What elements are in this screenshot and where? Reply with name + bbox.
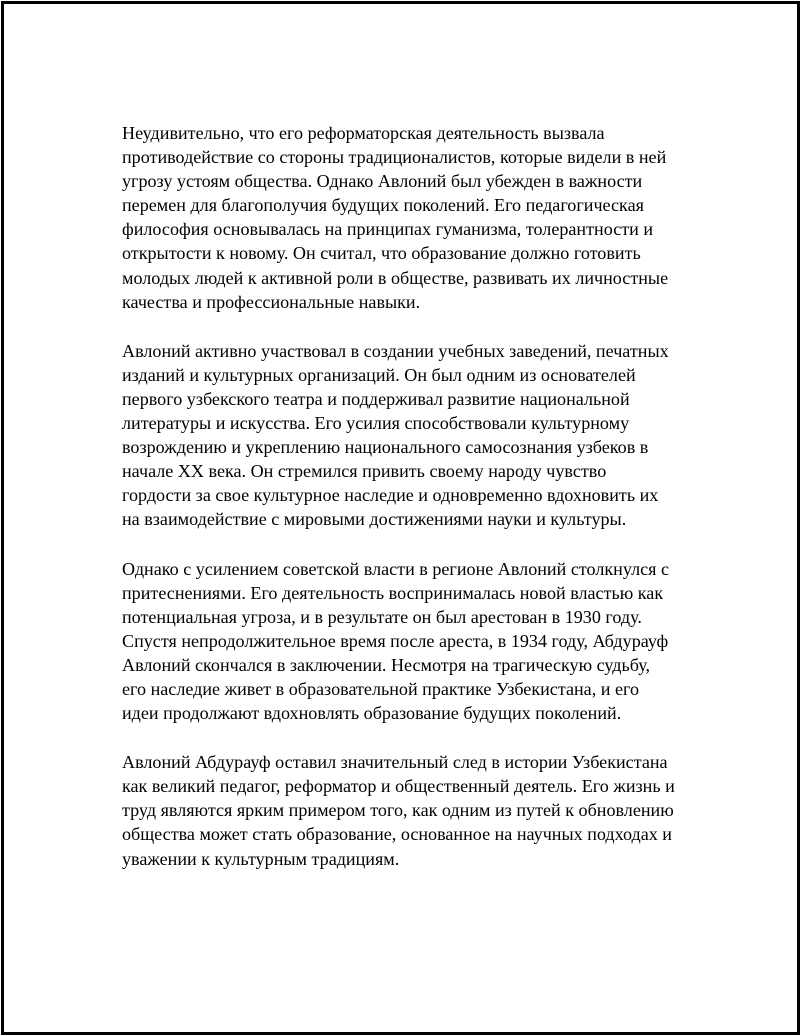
paragraph-3: Однако с усилением советской власти в регионе Авлоний столкнулся с притеснениями. Его деятельность воспринималась новой властью как потенциальная угроза, и в результате он был арестован в 1930 году. Спустя непродолжительное время после ареста, в 1934 году, Абдурауф Авлоний скончался в заключении. Несмотря на трагическую судьбу, его наследие живет в образовательной практике Узбекистана, и его идеи продолжают вдохновлять образование будущих поколений. — [122, 558, 670, 724]
document-body — [122, 121, 712, 871]
page-frame — [1, 1, 800, 1035]
paragraph-1: Неудивительно, что его реформаторская деятельность вызвала противодействие со стороны традиционалистов, которые видели в ней угрозу устоям общества. Однако Авлоний был убежден в важности перемен для благополучия будущих поколений. Его педагогическая философия основывалась на принципах гуманизма, толерантности и открытости к новому. Он считал, что образование должно готовить молодых людей к активной роли в обществе, развивать их личностные качества и профессиональные навыки. — [122, 123, 669, 312]
paragraph-2: Авлоний активно участвовал в создании учебных заведений, печатных изданий и культурных организаций. Он был одним из основателей первого узбекского театра и поддерживал развитие национальной литературы и искусства. Его усилия способствовали культурному возрождению и укреплению национального самосознания узбеков в начале XX века. Он стремился привить своему народу чувство гордости за свое культурное наследие и одновременно вдохновить их на взаимодействие с мировыми достижениями науки и культуры. — [122, 340, 669, 530]
paragraph-4: Авлоний Абдурауф оставил значительный след в истории Узбекистана как великий педагог, реформатор и общественный деятель. Его жизнь и труд являются ярким примером того, как одним из путей к обновлению общества может стать образование, основанное на научных подходах и уважении к культурным традициям. — [122, 752, 675, 869]
